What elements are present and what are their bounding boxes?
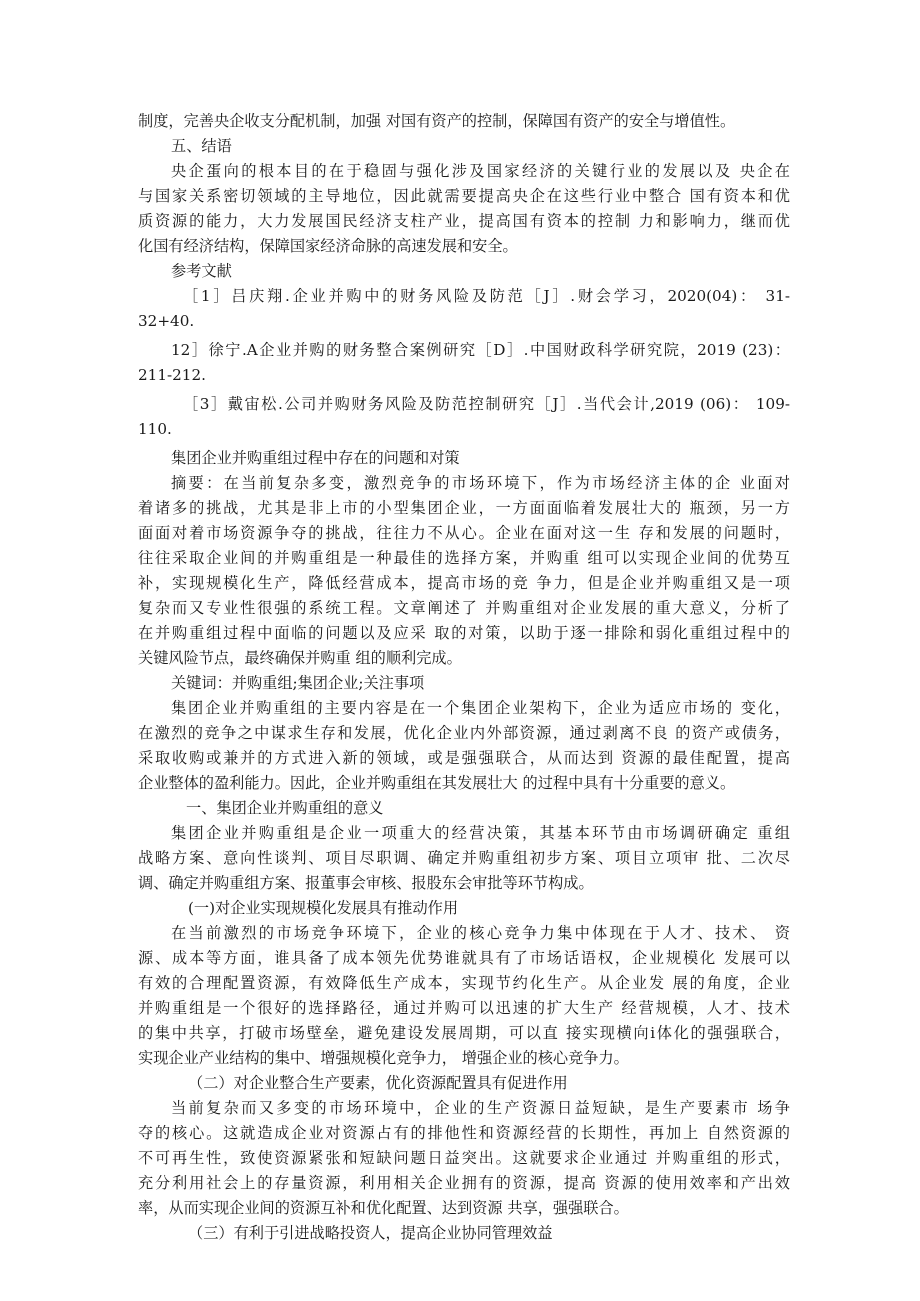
paragraph	[138, 896, 790, 921]
paragraph	[138, 821, 790, 896]
paragraph	[138, 446, 790, 471]
text-line: 实现企业产业结构的集中、增强规模化竞争力， 增强企业的核心竞争力。	[138, 1049, 629, 1067]
paragraph	[138, 338, 790, 388]
text-line: 质资源的能力，大力发展国民经济支柱产业，提高国有资本的控制 力和影响力，继而优	[138, 212, 790, 230]
text-line: 五、结语	[171, 137, 232, 155]
text-line: ［1］吕庆翔.企业并购中的财务风险及防范［J］.财会学习，2020(04)： 31-	[183, 287, 790, 305]
text-line: 采取收购或兼并的方式进入新的领域，或是强强联合，从而达到 资源的最佳配置，提高	[138, 749, 790, 767]
text-line: 往往采取企业间的并购重组是一种最佳的选择方案，并购重 组可以实现企业间的优势互	[138, 549, 790, 567]
paragraph	[138, 796, 790, 821]
text-line: 与国家关系密切领域的主导地位，因此就需要提高央企在这些行业中整合 国有资本和优	[138, 187, 790, 205]
text-line: 当前复杂而又多变的市场环境中，企业的生产资源日益短缺，是生产要素市 场争	[171, 1099, 790, 1117]
paragraph	[138, 134, 790, 159]
text-line: 关键词：并购重组;集团企业;关注事项	[171, 674, 425, 692]
text-line: 源、成本等方面，谁具备了成本领先优势谁就具有了市场话语权，企业规模化 发展可以	[138, 949, 790, 967]
text-line: 的集中共享，打破市场壁垒，避免建设发展周期，可以直 接实现横向i体化的强强联合，	[138, 1024, 790, 1042]
text-line: 摘要：在当前复杂多变，激烈竞争的市场环境下，作为市场经济主体的企 业面对	[171, 474, 790, 492]
text-line: 211-212.	[138, 366, 206, 384]
paragraph	[138, 921, 790, 1071]
text-line: 32+40.	[138, 312, 195, 330]
text-line: 不可再生性，致使资源紧张和短缺问题日益突出。这就要求企业通过 并购重组的形式，	[138, 1149, 790, 1167]
text-line: （三）有利于引进战略投资人，提高企业协同管理效益	[188, 1224, 553, 1242]
paragraph	[138, 671, 790, 696]
paragraph	[138, 471, 790, 671]
text-line: 集团企业并购重组是企业一项重大的经营决策，其基本环节由市场调研确定 重组	[171, 824, 790, 842]
text-line: 关键风险节点，最终确保并购重 组的顺利完成。	[138, 649, 462, 667]
text-line: 并购重组是一个很好的选择路径，通过并购可以迅速的扩大生产 经营规模，人才、技术	[138, 999, 790, 1017]
paragraph	[138, 159, 790, 259]
text-line: （二）对企业整合生产要素，优化资源配置具有促进作用	[188, 1074, 568, 1092]
text-line: 制度，完善央企收支分配机制，加强 对国有资产的控制，保障国有资产的安全与增值性。	[138, 112, 736, 130]
text-line: ［3］戴宙松.公司并购财务风险及防范控制研究［J］.当代会计,2019 (06)： 109-	[183, 395, 790, 413]
text-line: 在并购重组过程中面临的问题以及应采 取的对策，以助于逐一排除和弱化重组过程中的	[138, 624, 790, 642]
text-line: 复杂而又专业性很强的系统工程。文章阐述了 并购重组对企业发展的重大意义，分析了	[138, 599, 790, 617]
text-line: 在当前激烈的市场竞争环境下，企业的核心竞争力集中体现在于人才、技术、 资	[171, 924, 790, 942]
text-line: 参考文献	[171, 262, 232, 280]
paragraph	[138, 284, 790, 334]
paragraph	[138, 1071, 790, 1096]
text-line: 率，从而实现企业间的资源互补和优化配置、达到资源 共享，强强联合。	[138, 1199, 629, 1217]
text-line: 一、集团企业并购重组的意义	[186, 799, 384, 817]
text-line: 央企蛋向的根本目的在于稳固与强化涉及国家经济的关键行业的发展以及 央企在	[171, 162, 790, 180]
text-line: 补，实现规模化生产，降低经营成本，提高市场的竞 争力，但是企业并购重组又是一项	[138, 574, 790, 592]
text-line: 有效的合理配置资源，有效降低生产成本，实现节约化生产。从企业发 展的角度，企业	[138, 974, 790, 992]
text-line: 企业整体的盈利能力。因此，企业并购重组在其发展壮大 的过程中具有十分重要的意义。	[138, 774, 736, 792]
text-line: 在激烈的竞争之中谋求生存和发展，优化企业内外部资源，通过剥离不良 的资产或债务，	[138, 724, 790, 742]
document-body	[138, 109, 790, 1246]
text-line: 面面对着市场资源争夺的挑战，往往力不从心。企业在面对这一生 存和发展的问题时，	[138, 524, 790, 542]
text-line: 着诸多的挑战，尤其是非上市的小型集团企业，一方面面临着发展壮大的 瓶颈，另一方	[138, 499, 790, 517]
text-line: 集团企业并购重组过程中存在的问题和对策	[171, 449, 460, 467]
text-line: 调、确定并购重组方案、报董事会审核、报股东会审批等环节构成。	[138, 874, 594, 892]
text-line: (一)对企业实现规模化发展具有推动作用	[188, 899, 459, 917]
paragraph	[138, 392, 790, 442]
paragraph	[138, 1096, 790, 1221]
text-line: 12］徐宁.A企业并购的财务整合案例研究［D］.中国财政科学研究院，2019 (23)：	[171, 341, 790, 359]
text-line: 战略方案、意向性谈判、项目尽职调、确定并购重组初步方案、项目立项审 批、二次尽	[138, 849, 790, 867]
text-line: 集团企业并购重组的主要内容是在一个集团企业架构下，企业为适应市场的 变化，	[171, 699, 790, 717]
text-line: 化国有经济结构，保障国家经济命脉的高速发展和安全。	[138, 237, 518, 255]
paragraph	[138, 1221, 790, 1246]
text-line: 110.	[138, 420, 172, 438]
text-line: 充分利用社会上的存量资源，利用相关企业拥有的资源，提高 资源的使用效率和产出效	[138, 1174, 790, 1192]
paragraph	[138, 696, 790, 796]
text-line: 夺的核心。这就造成企业对资源占有的排他性和资源经营的长期性，再加上 自然资源的	[138, 1124, 790, 1142]
paragraph	[138, 109, 790, 134]
paragraph	[138, 259, 790, 284]
